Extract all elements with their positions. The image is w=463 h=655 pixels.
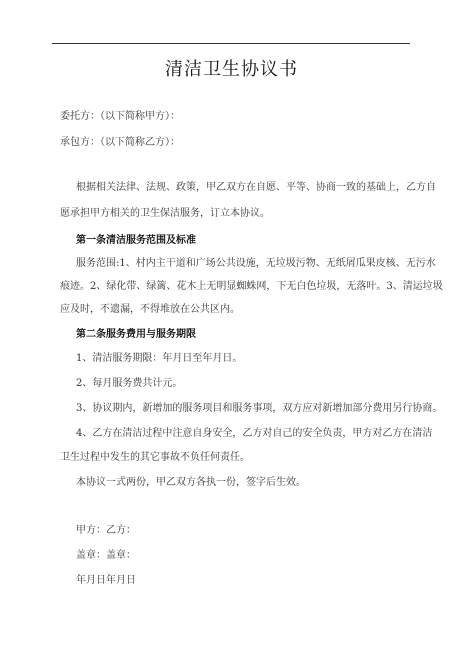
document-title: 清洁卫生协议书 <box>165 59 298 80</box>
client-label: 委托方：（以下简称甲方）： <box>60 111 180 122</box>
section1-line-1: 服务范围:1、村内主干道和广场公共设施，无垃圾污物、无纸屑瓜果皮核、无污水 <box>76 258 436 269</box>
section1-heading: 第一条清洁服务范围及标准 <box>76 235 196 246</box>
section2-item-2: 2、每月服务费共计元。 <box>76 378 183 389</box>
signature-dates: 年月日年月日 <box>76 575 136 586</box>
section2-heading: 第二条服务费用与服务期限 <box>76 329 196 340</box>
section2-item-1: 1、清洁服务期限：年月日至年月日。 <box>76 353 243 364</box>
signature-parties: 甲方：乙方： <box>76 525 136 536</box>
intro-line-2: 愿承担甲方相关的卫生保洁服务，订立本协议。 <box>60 208 270 219</box>
header-rule <box>52 43 410 44</box>
section2-item-3: 3、协议期内，新增加的服务项目和服务事项，双方应对新增加部分费用另行协商。 <box>76 403 443 414</box>
section2-item-4-line-1: 4、乙方在清洁过程中注意自身安全，乙方对自己的安全负责，甲方对乙方在清洁 <box>76 428 433 439</box>
section1-line-2: 痕迹。2、绿化带、绿篱、花木上无明显蜘蛛网，下无白色垃圾，无落叶。3、清运垃圾 <box>60 281 443 292</box>
intro-line-1: 根据相关法律、法规、政策，甲乙双方在自愿、平等、协商一致的基础上，乙方自 <box>76 182 436 193</box>
section2-item-4-line-2: 卫生过程中发生的其它事故不负任何责任。 <box>60 452 250 463</box>
closing-statement: 本协议一式两份，甲乙双方各执一份，签字后生效。 <box>76 477 306 488</box>
section1-line-3: 应及时，不遗漏，不得堆放在公共区内。 <box>60 304 240 315</box>
signature-seals: 盖章：盖章： <box>76 550 136 561</box>
contractor-label: 承包方：（以下简称乙方）： <box>60 137 180 148</box>
